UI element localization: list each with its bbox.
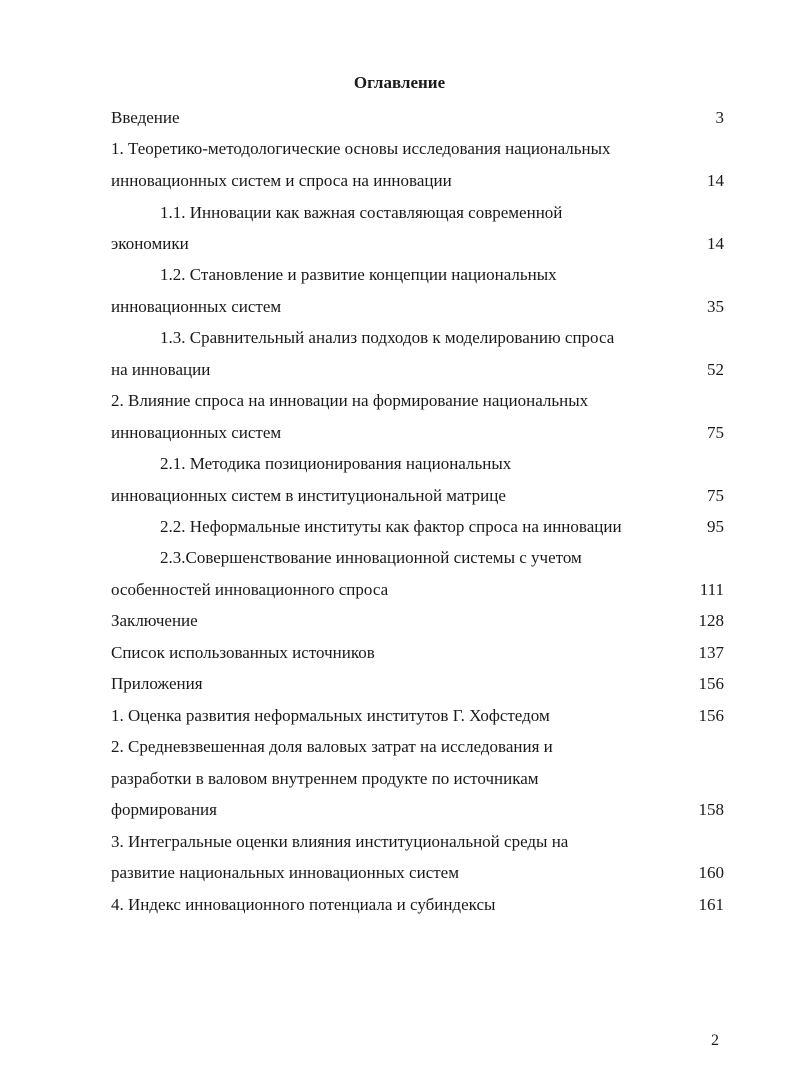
toc-text: 1.1. Инновации как важная составляющая современной [160, 203, 563, 222]
toc-page: 75 [707, 423, 724, 442]
toc-text: особенностей инновационного спроса [111, 580, 389, 599]
toc-line [0, 827, 799, 857]
toc-page: 156 [698, 674, 724, 693]
toc-text: инновационных систем в институциональной матрице [111, 486, 506, 505]
toc-line [0, 449, 799, 479]
page-number: 2 [711, 1032, 719, 1049]
toc-text: 1.2. Становление и развитие концепции национальных [160, 265, 557, 284]
toc-page: 128 [698, 611, 724, 630]
toc-line [0, 481, 799, 511]
toc-text: развитие национальных инновационных систем [111, 863, 459, 882]
toc-title: Оглавление [353, 73, 446, 92]
toc-page: 3 [715, 108, 724, 127]
toc-page: 14 [707, 171, 724, 190]
toc-text: разработки в валовом внутреннем продукте по источникам [111, 769, 539, 788]
toc-line [0, 292, 799, 322]
toc-page: 161 [698, 895, 724, 914]
toc-text: Список использованных источников [111, 643, 375, 662]
toc-text: 2. Средневзвешенная доля валовых затрат на исследования и [111, 737, 553, 756]
toc-text: Введение [111, 108, 180, 127]
toc-text: инновационных систем [111, 423, 282, 442]
toc-line [0, 198, 799, 228]
toc-text: Заключение [111, 611, 198, 630]
toc-page: 111 [699, 580, 724, 599]
toc-line [0, 575, 799, 605]
toc-page: 95 [707, 517, 724, 536]
toc-text: 2.3.Совершенствование инновационной системы с учетом [160, 548, 582, 567]
toc-text: 2. Влияние спроса на инновации на формирование национальных [111, 391, 589, 410]
toc-line [0, 355, 799, 385]
toc-line [0, 795, 799, 825]
toc-line [0, 606, 799, 636]
toc-text: на инновации [111, 360, 211, 379]
toc-line [0, 229, 799, 259]
toc-text: инновационных систем [111, 297, 282, 316]
toc-line [0, 638, 799, 668]
toc-page: 158 [698, 800, 724, 819]
toc-line [0, 386, 799, 416]
toc-text: инновационных систем и спроса на инновации [111, 171, 452, 190]
toc-line [0, 858, 799, 888]
toc-line [0, 260, 799, 290]
toc-line [0, 103, 799, 133]
toc-text: 2.1. Методика позиционирования национальных [160, 454, 512, 473]
toc-line [0, 323, 799, 353]
toc-text: экономики [111, 234, 189, 253]
toc-page: 35 [707, 297, 724, 316]
toc-line [0, 418, 799, 448]
toc-text: 2.2. Неформальные институты как фактор спроса на инновации [160, 517, 622, 536]
toc-text: 4. Индекс инновационного потенциала и субиндексы [111, 895, 496, 914]
toc-page: 137 [698, 643, 724, 662]
toc-line [0, 669, 799, 699]
toc-line [0, 166, 799, 196]
toc-text: 1. Теоретико-методологические основы исследования национальных [111, 139, 611, 158]
toc-line [0, 732, 799, 762]
toc-line [0, 134, 799, 164]
toc-page: 75 [707, 486, 724, 505]
toc-text: формирования [111, 800, 217, 819]
toc-text: 3. Интегральные оценки влияния институциональной среды на [111, 832, 569, 851]
toc-line [0, 512, 799, 542]
toc-page: 156 [698, 706, 724, 725]
toc-line [0, 543, 799, 573]
toc-line [0, 764, 799, 794]
toc-text: Приложения [111, 674, 203, 693]
toc-text: 1. Оценка развития неформальных институтов Г. Хофстедом [111, 706, 550, 725]
toc-line [0, 701, 799, 731]
toc-page: 14 [707, 234, 724, 253]
toc-page: 52 [707, 360, 724, 379]
toc-page: 160 [698, 863, 724, 882]
toc-text: 1.3. Сравнительный анализ подходов к моделированию спроса [160, 328, 615, 347]
toc-line [0, 890, 799, 920]
